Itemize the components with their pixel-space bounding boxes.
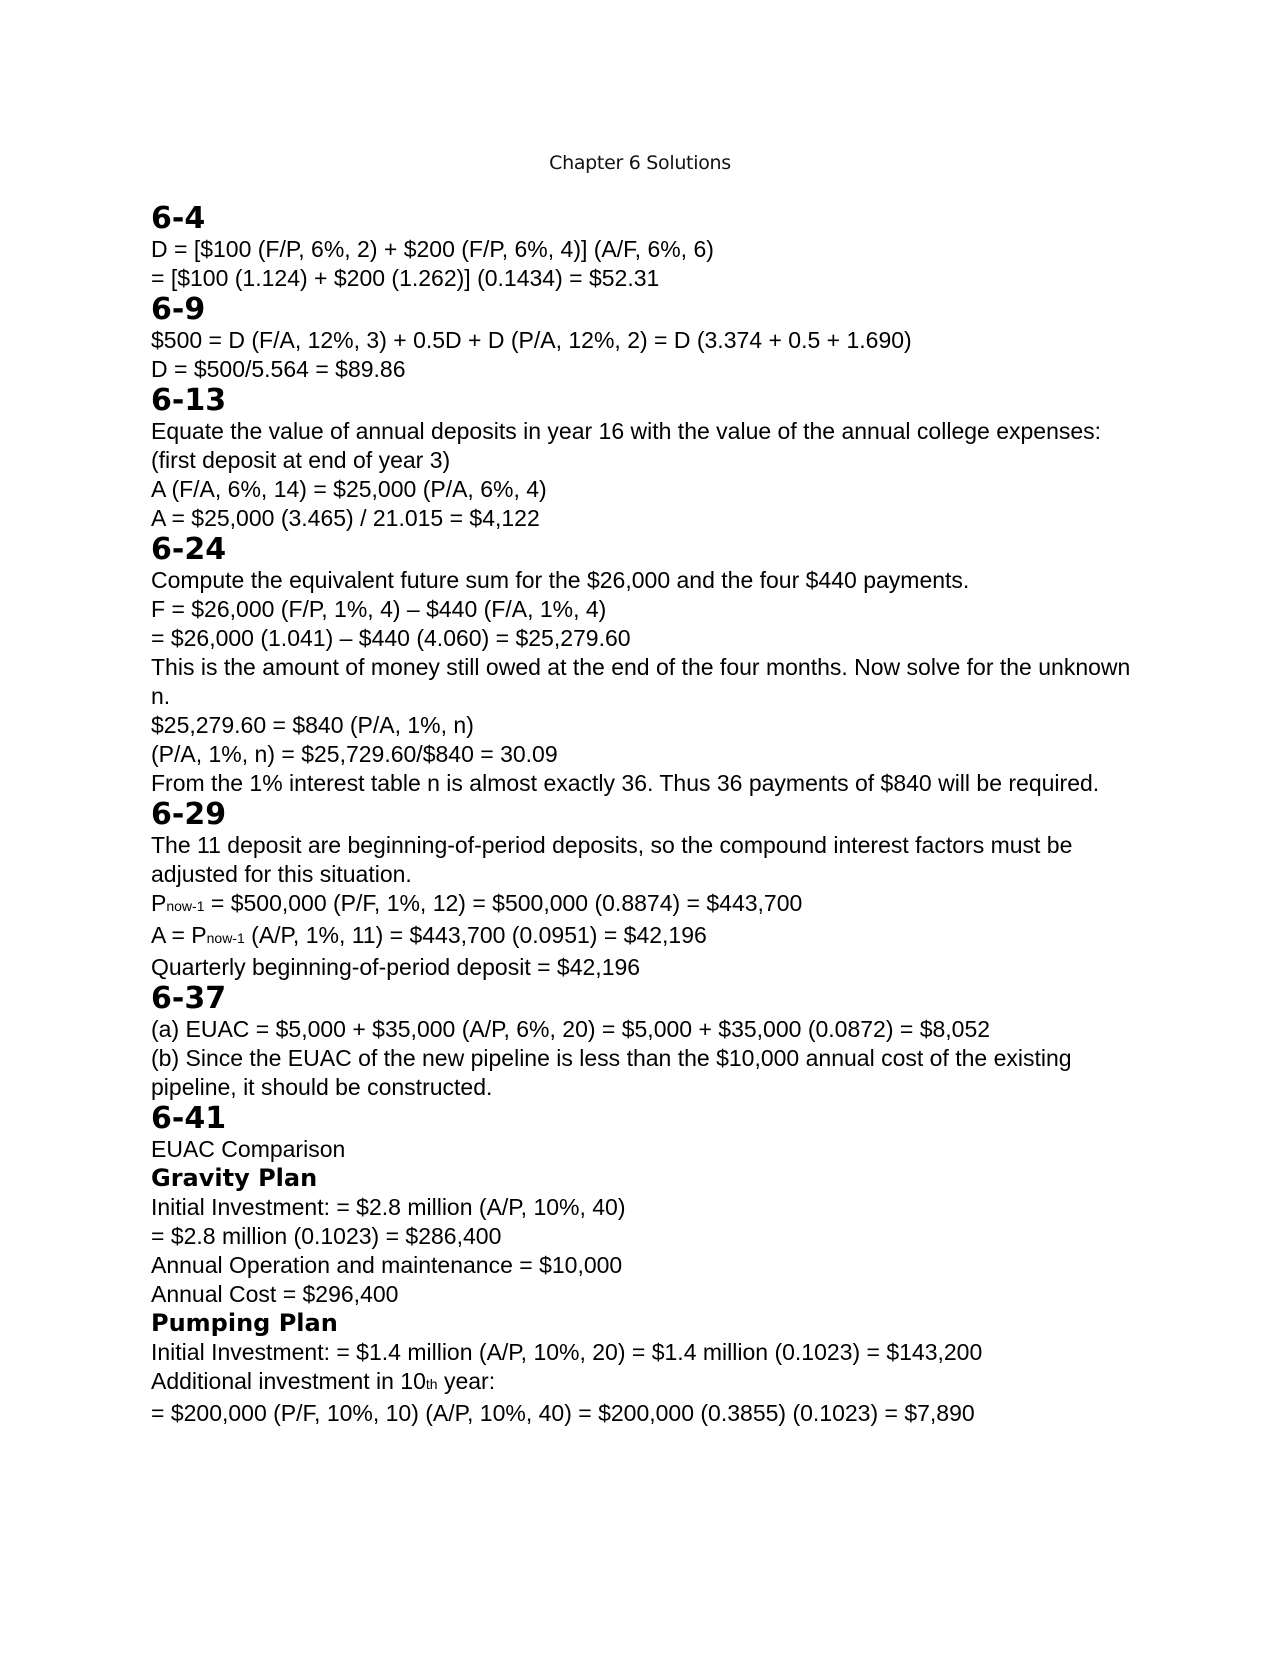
- equation-line: D = [$100 (F/P, 6%, 2) + $200 (F/P, 6%, 4)] (A/F, 6%, 6): [151, 236, 714, 262]
- section-heading: 6-9: [151, 292, 206, 327]
- equation-line: [151, 889, 1151, 921]
- page-header: Chapter 6 Solutions: [549, 152, 731, 174]
- equation-text: A = P: [151, 922, 207, 948]
- explanation-line: Compute the equivalent future sum for the $26,000 and the four $440 payments.: [151, 567, 970, 593]
- section-heading: 6-24: [151, 532, 227, 567]
- equation-line: = [$100 (1.124) + $200 (1.262)] (0.1434) = $52.31: [151, 265, 660, 291]
- equation-text: year:: [437, 1368, 496, 1394]
- equation-line: F = $26,000 (F/P, 1%, 4) – $440 (F/A, 1%, 4): [151, 596, 607, 622]
- gravity-plan-heading: Gravity Plan: [151, 1164, 318, 1192]
- explanation-paragraph: The 11 deposit are beginning-of-period deposits, so the compound interest factors must be adjusted for this situation.: [151, 832, 1073, 887]
- equation-text: (A/P, 1%, 11) = $443,700 (0.0951) = $42,196: [244, 922, 707, 948]
- section-6-41: [151, 1102, 1151, 1428]
- section-heading: 6-13: [151, 383, 227, 418]
- equation-line: = $200,000 (P/F, 10%, 10) (A/P, 10%, 40) = $200,000 (0.3855) (0.1023) = $7,890: [151, 1400, 975, 1426]
- subscript: now-1: [166, 898, 205, 914]
- equation-line: (a) EUAC = $5,000 + $35,000 (A/P, 6%, 20) = $5,000 + $35,000 (0.0872) = $8,052: [151, 1016, 991, 1042]
- equation-text: P: [151, 890, 167, 916]
- equation-text: Additional investment in 10: [151, 1368, 426, 1394]
- equation-line: Initial Investment: = $2.8 million (A/P, 10%, 40): [151, 1194, 626, 1220]
- explanation-paragraph: This is the amount of money still owed at the end of the four months. Now solve for the unknown n.: [151, 654, 1131, 709]
- equation-line: $500 = D (F/A, 12%, 3) + 0.5D + D (P/A, 12%, 2) = D (3.374 + 0.5 + 1.690): [151, 327, 912, 353]
- equation-line: A (F/A, 6%, 14) = $25,000 (P/A, 6%, 4): [151, 476, 547, 502]
- explanation-line: [151, 1367, 1151, 1399]
- section-heading: 6-41: [151, 1101, 227, 1136]
- equation-line: A = $25,000 (3.465) / 21.015 = $4,122: [151, 505, 540, 531]
- pumping-plan-heading: Pumping Plan: [151, 1309, 338, 1337]
- equation-line: = $2.8 million (0.1023) = $286,400: [151, 1223, 502, 1249]
- subscript: now-1: [206, 930, 245, 946]
- section-6-24: [151, 533, 1151, 798]
- explanation-paragraph: Equate the value of annual deposits in year 16 with the value of the annual college expenses: (first deposit at end of year 3): [151, 418, 1102, 473]
- equation-text: = $500,000 (P/F, 1%, 12) = $500,000 (0.8874) = $443,700: [204, 890, 803, 916]
- equation-line: D = $500/5.564 = $89.86: [151, 356, 406, 382]
- ordinal-suffix: th: [425, 1376, 438, 1392]
- section-heading: 6-37: [151, 981, 227, 1016]
- equation-line: [151, 921, 1151, 953]
- equation-line: Annual Operation and maintenance = $10,000: [151, 1252, 623, 1278]
- section-heading: 6-29: [151, 797, 227, 832]
- equation-line: $25,279.60 = $840 (P/A, 1%, n): [151, 712, 474, 738]
- result-line: Quarterly beginning-of-period deposit = $42,196: [151, 954, 641, 980]
- section-6-9: [151, 293, 1151, 384]
- section-6-29: [151, 798, 1151, 982]
- document-body: [151, 202, 1151, 1428]
- section-6-4: [151, 202, 1151, 293]
- section-heading: 6-4: [151, 201, 206, 236]
- section-6-37: [151, 982, 1151, 1102]
- equation-line: = $26,000 (1.041) – $440 (4.060) = $25,279.60: [151, 625, 631, 651]
- equation-line: Initial Investment: = $1.4 million (A/P, 10%, 20) = $1.4 million (0.1023) = $143,200: [151, 1339, 983, 1365]
- section-6-13: [151, 384, 1151, 533]
- equation-line: (P/A, 1%, n) = $25,729.60/$840 = 30.09: [151, 741, 558, 767]
- explanation-paragraph: (b) Since the EUAC of the new pipeline is less than the $10,000 annual cost of the existing pipeline, it should be constructed.: [151, 1045, 1072, 1100]
- equation-line: Annual Cost = $296,400: [151, 1281, 399, 1307]
- explanation-paragraph: From the 1% interest table n is almost exactly 36. Thus 36 payments of $840 will be required.: [151, 770, 1100, 796]
- explanation-line: EUAC Comparison: [151, 1136, 346, 1162]
